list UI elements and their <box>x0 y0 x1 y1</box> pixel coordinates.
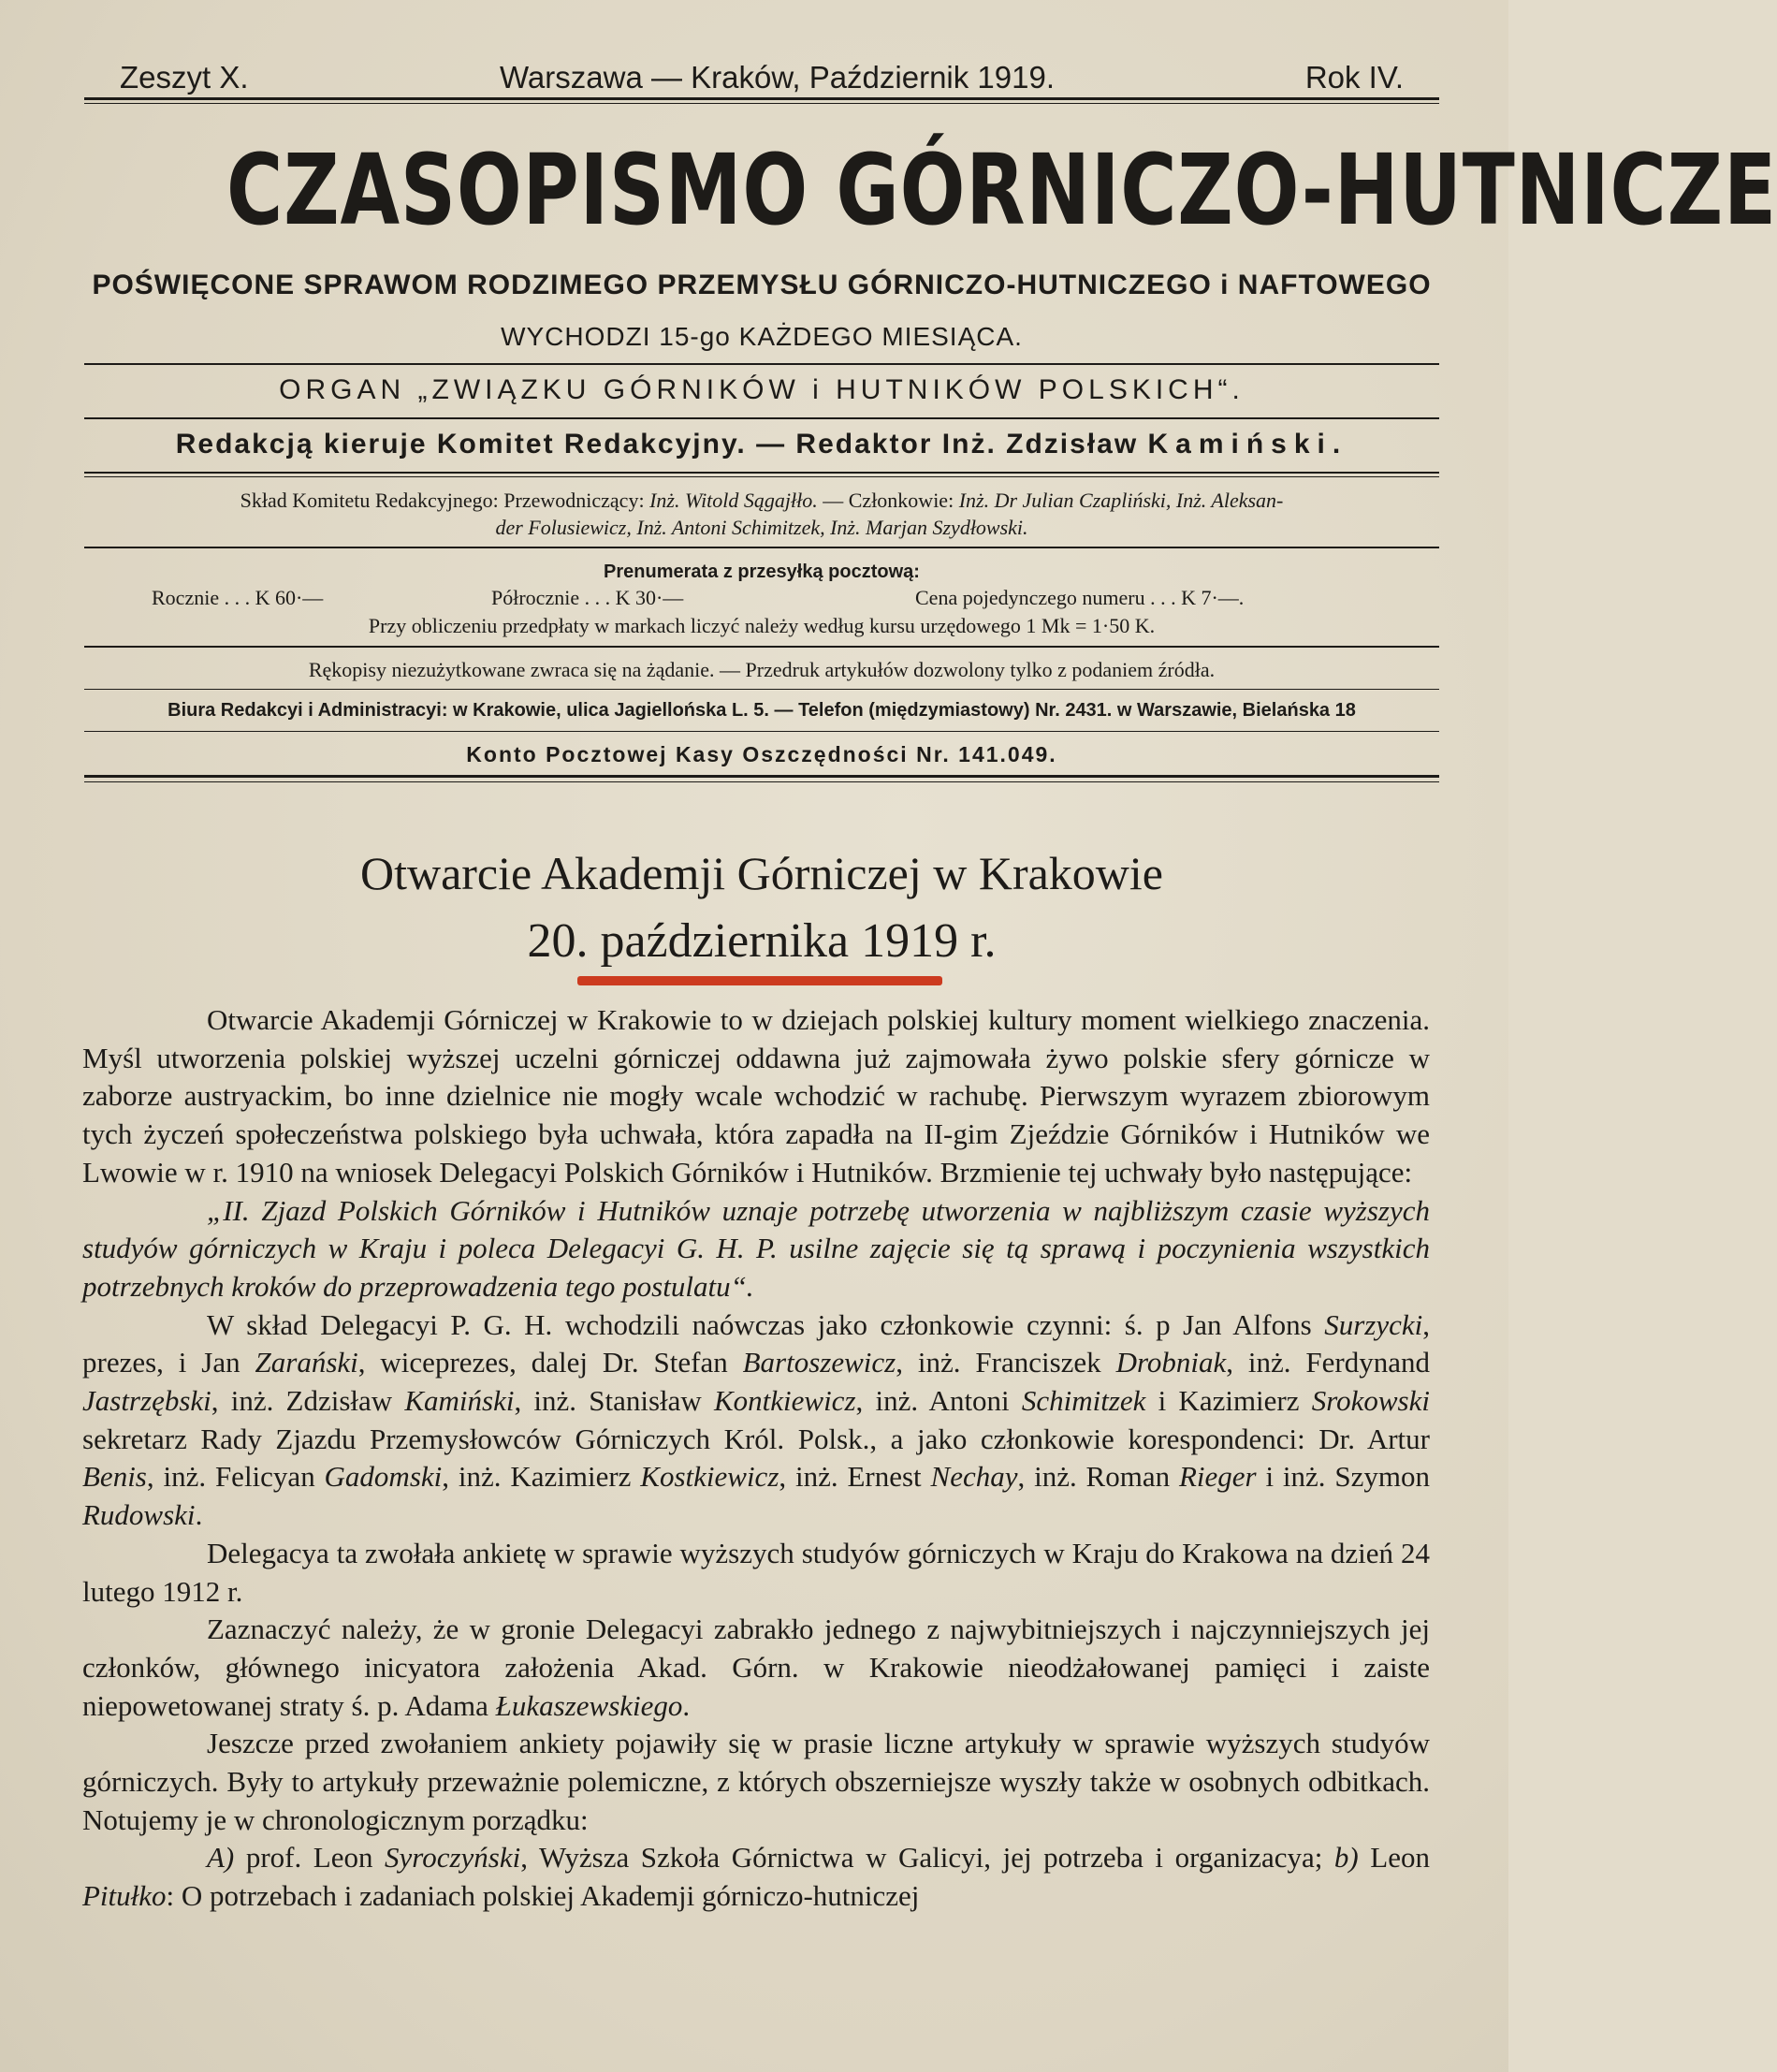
journal-title: CZASOPISMO GÓRNICZO-HUTNICZE <box>226 133 1777 247</box>
organ-line: ORGAN „ZWIĄZKU GÓRNIKÓW i HUTNIKÓW POLSKICH“. <box>279 374 1245 405</box>
committee-lead: Skład Komitetu Redakcyjnego: Przewodniczący: <box>240 489 650 512</box>
divider <box>84 731 1439 732</box>
subscription-heading: Prenumerata z przesyłką pocztową: <box>604 562 920 582</box>
divider <box>84 103 1439 104</box>
office-addresses: Biura Redakcyi i Administracyi: w Krakowie, ulica Jagiellońska L. 5. — Telefon (międzymiastowy) Nr. 2431. w Warszawie, Bielańska 18 <box>168 700 1356 721</box>
paragraph: Zaznaczyć należy, że w gronie Delegacyi zabrakło jednego z najwybitniejszych i najczynniejszych jej członków, głównego inicyatora założenia Akad. Górn. w Krakowie nieodżałowanej pamięci i zaiste niepowetowanej straty ś. p. Adama Łukaszewskiego. <box>82 1612 1430 1722</box>
price-half-yearly: Półrocznie . . . K 30·— <box>491 586 684 609</box>
paragraph-quote: „II. Zjazd Polskich Górników i Hutników uznaje potrzebę utworzenia w najbliższym czasie wyższych studyów górniczych w Kraju i poleca Delegacyi G. H. P. usilne zajęcie się tą sprawą i poczynienia wszystkich potrzebnych kroków do przeprowadzenia tego postulatu“. <box>82 1193 1430 1303</box>
divider <box>84 97 1439 100</box>
article-title: Otwarcie Akademji Górniczej w Krakowie <box>359 847 1163 899</box>
issue-header <box>84 54 1439 101</box>
paragraph: Delegacya ta zwołała ankietę w sprawie wyższych studyów górniczych w Kraju do Krakowa na dzień 24 lutego 1912 r. <box>82 1536 1430 1608</box>
committee-members-cont: der Folusiewicz, Inż. Antoni Schimitzek, Inż. Marjan Szydłowski. <box>495 516 1028 539</box>
price-single: Cena pojedynczego numeru . . . K 7·—. <box>915 586 1245 609</box>
currency-conversion: Przy obliczeniu przedpłaty w markach liczyć należy według kursu urzędowego 1 Mk = 1·50 K. <box>368 614 1156 637</box>
volume-year: Rok IV. <box>1304 60 1404 95</box>
paragraph: Otwarcie Akademji Górniczej w Krakowie to w dziejach polskiej kultury moment wielkiego znaczenia. Myśl utworzenia polskiej wyższej uczelni górniczej oddawna już zajmowała żywo polskie sfery górnicze w zaborze austryackim, bo inne dzielnice nie mogły wcale wchodzić w rachubę. Pierwszym wyrazem zbiorowym tych życzeń społeczeństwa polskiego była uchwała, która zapadła na II-gim Zjeździe Górników i Hutników we Lwowie w r. 1910 na wniosek Delegacyi Polskich Górników i Hutników. Brzmienie tej uchwały było następujące: <box>82 1003 1430 1189</box>
journal-subtitle: POŚWIĘCONE SPRAWOM RODZIMEGO PRZEMYSŁU GÓRNICZO-HUTNICZEGO i NAFTOWEGO <box>92 270 1432 300</box>
divider <box>84 472 1439 474</box>
divider <box>84 689 1439 690</box>
committee-chair: Inż. Witold Sągajłło. <box>649 489 818 512</box>
manuscripts-note: Rękopisy niezużytkowane zwraca się na żądanie. — Przedruk artykułów dozwolony tylko z podaniem źródła. <box>308 658 1216 681</box>
publication-frequency: WYCHODZI 15-go KAŻDEGO MIESIĄCA. <box>501 322 1023 351</box>
editor-surname: Kamiński. <box>1147 429 1348 460</box>
paragraph: W skład Delegacyi P. G. H. wchodzili naówczas jako członkowie czynni: ś. p Jan Alfons Surzycki, prezes, i Jan Zarański, wiceprezes, dalej Dr. Stefan Bartoszewicz, inż. Franciszek Drobniak, inż. Ferdynand Jastrzębski, inż. Zdzisław Kamiński, inż. Stanisław Kontkiewicz, inż. Antoni Schimitzek i Kazimierz Srokowski sekretarz Rady Zjazdu Przemysłowców Górniczych Król. Polsk., a jako członkowie korespondenci: Dr. Artur Benis, inż. Felicyan Gadomski, inż. Kazimierz Kostkiewicz, inż. Ernest Nechay, inż. Roman Rieger i inż. Szymon Rudowski. <box>82 1307 1430 1532</box>
divider <box>84 775 1439 778</box>
editorial-committee <box>84 487 1439 541</box>
editorial-line <box>84 429 1439 460</box>
article-date: 20. października 1919 r. <box>527 914 997 968</box>
divider <box>84 547 1439 548</box>
place-date: Warszawa — Kraków, Październik 1919. <box>500 60 1056 95</box>
editorial-lead: Redakcją kieruje Komitet Redakcyjny. — Redaktor Inż. Zdzisław <box>175 429 1139 460</box>
postal-account: Konto Pocztowej Kasy Oszczędności Nr. 141.049. <box>466 742 1057 766</box>
issue-number: Zeszyt X. <box>120 60 249 95</box>
divider <box>84 781 1439 782</box>
price-yearly: Rocznie . . . K 60·— <box>152 586 324 609</box>
divider <box>84 417 1439 419</box>
committee-members-label: — Członkowie: <box>817 489 959 512</box>
divider <box>84 363 1439 365</box>
paragraph: Jeszcze przed zwołaniem ankiety pojawiły się w prasie liczne artykuły w sprawie wyższych studyów górniczych. Były to artykuły przeważnie polemiczne, z których obszerniejsze wyszły także w osobnych odbitkach. Notujemy je w chronologicznym porządku: <box>82 1727 1430 1836</box>
divider <box>84 646 1439 648</box>
committee-members: Inż. Dr Julian Czapliński, Inż. Aleksan- <box>958 489 1284 512</box>
paragraph: A) prof. Leon Syroczyński, Wyższa Szkoła Górnictwa w Galicyi, jej potrzeba i organizacya; b) Leon Pitułko: O potrzebach i zadaniach polskiej Akademji górniczo-hutniczej <box>82 1841 1431 1913</box>
divider <box>84 476 1439 477</box>
article-body <box>82 1001 1430 1916</box>
subscription-prices <box>84 586 1439 614</box>
red-underline-mark <box>577 976 942 985</box>
